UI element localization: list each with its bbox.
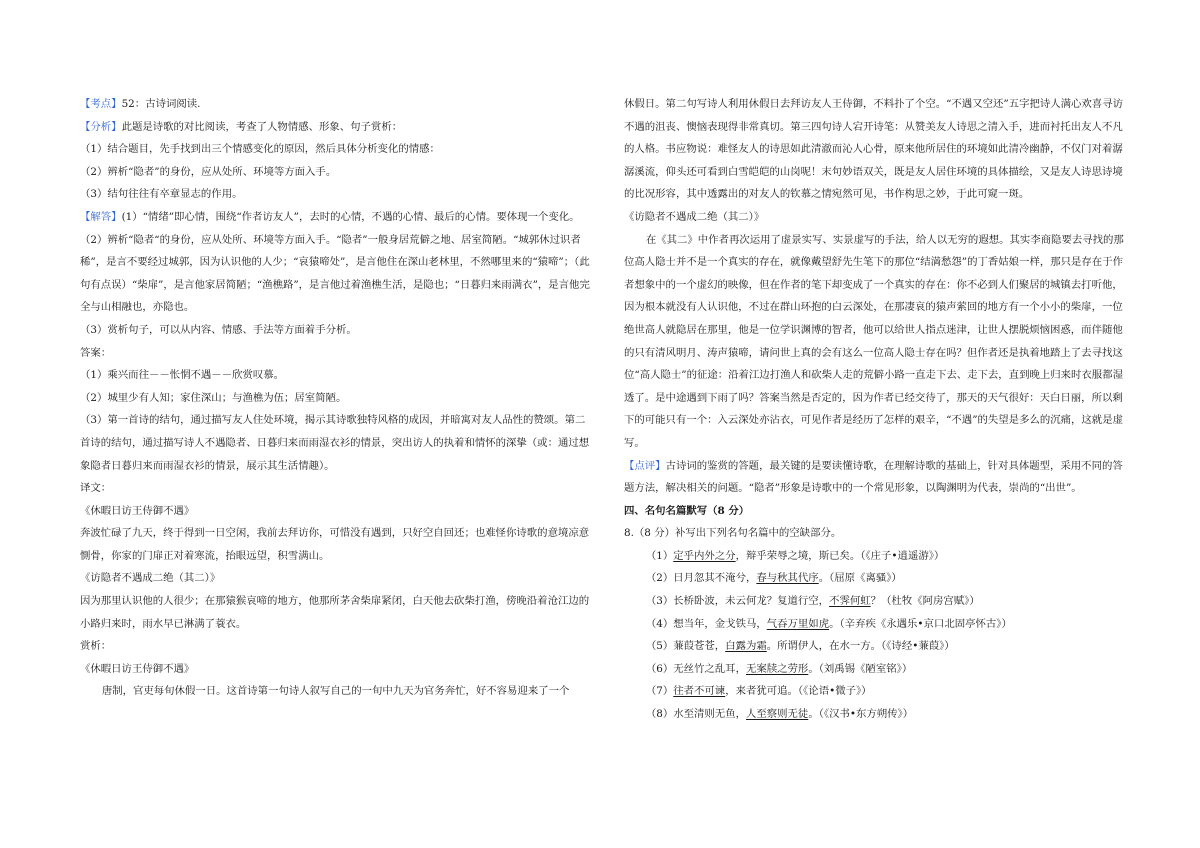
analysis-item-2: （2）辨析“隐者”的身份，应从处所、环境等方面入手。 (80, 165, 337, 178)
recite-item: （1）定乎内外之分，辩乎荣辱之境，斯已矣。（《庄子•逍遥游》） (645, 549, 945, 562)
appreciation-label: 赏析： (80, 640, 112, 653)
answer-blank: 不霁何虹 (829, 595, 871, 608)
poem-title-1: 《休暇日访王侍御不遇》 (80, 504, 195, 517)
fenxi-tag: 【分析】 (80, 120, 122, 133)
recite-item: （4）想当年，金戈铁马，气吞万里如虎。（辛弃疾《永遇乐•京口北固亭怀古》） (645, 617, 1012, 630)
poem-title-4: 《访隐者不遇成二绝（其二）》 (624, 210, 765, 223)
answer-blank: 人至察则无徒 (745, 708, 809, 721)
answer-explain-2: （2）辨析“隐者“的身份，应从处所、环境等方面入手。“隐者”一般身居荒僻之地、居室简陋。“城郭休过识者稀”，是言不要经过城郭，因为认识他的人少；“哀猿啼处”，是言他住在深山老林里，不然哪里来的“猿啼”；（此句有点误）“柴扉”，是言他家居简陋；“渔樵路”，是言他过着渔樵生活，是隐也；“日暮归来雨满衣”，是言他完全与山相融也，亦隐也。 (80, 233, 590, 314)
answer-label: 答案： (80, 346, 112, 359)
appreciation-1-start: 唐制，官吏每旬休假一日。这首诗第一句诗人叙写自己的一旬中九天为官务奔忙，好不容易迎来了一个 (101, 685, 570, 698)
jieda-line: 【解答】(1）“情绪”即心情，围绕“作者访友人”，去时的心情，不遇的心情、最后的心情。要体现一个变化。 (80, 210, 580, 223)
dianping-tag: 【点评】 (624, 459, 666, 472)
appreciation-1-cont: 休假日。第二句写诗人利用休假日去拜访友人王侍御，不料扑了个空。“不遇又空还”五字把诗人满心欢喜寻访不遇的沮丧、懊恼表现得非常真切。第三四句诗人宕开诗笔：从赞美友人诗思之清入手，进而衬托出友人不凡的人格。书应物说：难怪友人的诗思如此清澈而沁人心骨，原来他所居住的环境如此清冷幽静，不仅门对着潺潺溪流，仰头还可看到白雪皑皑的山岗呢！末句妙语双关，既是友人居住环境的具体描绘，又是友人诗思诗境的比况形容，其中透露出的对友人的钦慕之情宛然可见，书作构思之妙，于此可窥一斑。 (624, 98, 1123, 201)
recite-item: （7）往者不可谏，来者犹可追。（《论语•微子》） (645, 685, 872, 698)
answer-2: （2）城里少有人知；家住深山；与渔樵为伍；居室简陋。 (80, 391, 347, 404)
translation-2: 因为那里认识他的人很少；在那猿猴哀啼的地方，他那所茅舍柴扉紧闭，白天他去砍柴打渔，傍晚沿着沧江边的小路归来时，雨水早已淋满了蓑衣。 (80, 595, 590, 630)
answer-blank: 白露为霜 (725, 640, 767, 653)
answer-blank: 定乎内外之分 (673, 549, 736, 562)
jieda-tag: 【解答】 (80, 210, 122, 223)
poem-title-3: 《休暇日访王侍御不遇》 (80, 662, 195, 675)
answer-3: （3）第一首诗的结句，通过描写友人住处环境，揭示其诗歌独特风格的成因，并暗寓对友人品性的赞颂。第二首诗的结句，通过描写诗人不遇隐者、日暮归来而雨湿衣衫的情景，突出访人的执着和情怀的深挚（或：通过想象隐者日暮归来而雨湿衣衫的情景，展示其生活情趣）。 (80, 414, 590, 472)
left-column (80, 93, 592, 703)
right-column (624, 93, 1124, 726)
answer-explain-3: （3）赏析句子，可以从内容、情感、手法等方面着手分析。 (80, 323, 357, 336)
poem-title-2: 《访隐者不遇成二绝（其二）》 (80, 572, 221, 585)
translation-1: 奔波忙碌了九天，终于得到一日空闲，我前去拜访你，可惜没有遇到，只好空自回还；也难怪你诗歌的意境凉意惻骨，你家的门扉正对着寒流，抬眼远望，积雪满山。 (80, 527, 590, 562)
answer-1: （1）乘兴而往－－怅惘不遇－－欣赏叹慕。 (80, 369, 285, 382)
translation-label: 译文： (80, 482, 112, 495)
answer-blank: 往者不可谏 (673, 685, 726, 698)
recite-item: （6）无丝竹之乱耳，无案牍之劳形。（刘禹锡《陋室铭》） (645, 662, 913, 675)
answer-blank: 气吞万里如虎 (766, 617, 830, 630)
appreciation-2: 在《其二》中作者再次运用了虚景实写、实景虚写的手法，给人以无穷的遐想。其实李商隐要去寻找的那位高人隐士并不是一个真实的存在，就像戴望舒先生笔下的那位“结満愁怨”的丁香姑娘一样，那只是存在于作者想象中的一个虚幻的映像，但在作者的笔下却变成了一个真实的存在：你不必到人们聚居的城镇去打听他，因为根本就没有人认识他，不过在群山环抱的白云深处，在那凄哀的猿声萦回的地方有一个小小的柴扉，一位绝世高人就隐居在那里，他是一位学识渊博的智者，他可以给世人指点迷津，让世人摆脱烦恼困惑，而伴随他的只有清风明月、涛声猿啼，请问世上真的会有这么一位高人隐士存在吗？但作者还是执着地踏上了去寻找这位“高人隐士”的征途：沿着江边打渔人和砍柴人走的荒僻小路一直走下去、走下去，直到晚上归来时衣服都湿透了。是中途遇到下雨了吗？答案当然是否定的，因为作者已经交待了，那天的天气很好：天白日丽，所以剩下的可能只有一个：入云深处亦沾衣，可见作者是经历了怎样的艰辛，“不遇”的失望是多么的沉痛，这就是虚写。 (624, 233, 1124, 449)
answer-blank: 春与秋其代序 (756, 572, 819, 585)
kaodian-tag: 【考点】 (80, 98, 122, 110)
recite-item: （3）长桥卧波，未云何龙？复道行空，不霁何虹？（杜牧《阿房宫赋》） (645, 595, 980, 608)
recite-item: （5）蒹葭苍苍，白露为霜。所谓伊人，在水一方。（《诗经•蒹葭》） (645, 640, 955, 653)
dianping-line: 【点评】古诗词的鉴赏的答题，最关键的是要读懂诗歌，在理解诗歌的基础上，针对具体题型，采用不同的答题方法，解决相关的问题。“隐者”形象是诗歌中的一个常见形象，以陶渊明为代表，崇尚的“出世”。 (624, 459, 1123, 495)
analysis-item-3: （3）结句往往有卒章显志的作用。 (80, 188, 243, 201)
recite-item: （2）日月忽其不淹兮，春与秋其代序。（屈原《离骚》） (645, 572, 902, 585)
kaodian-line: 【考点】52：古诗词阅读. (80, 98, 201, 110)
question-8: 8.（8 分）补写出下列名句名篇中的空缺部分。 (624, 527, 842, 540)
recite-item: （8）水至清则无鱼，人至察则无徒。（《汉书•东方朔传》） (645, 708, 914, 721)
answer-blank: 无案牍之劳形 (745, 662, 809, 675)
analysis-item-1: （1）结合题目，先手找到出三个情感变化的原因，然后具体分析变化的情感： (80, 143, 440, 156)
section-heading: 四、名句名篇默写（8 分） (624, 504, 750, 517)
fenxi-line: 【分析】此题是诗歌的对比阅读，考查了人物情感、形象、句子赏析： (80, 120, 403, 133)
